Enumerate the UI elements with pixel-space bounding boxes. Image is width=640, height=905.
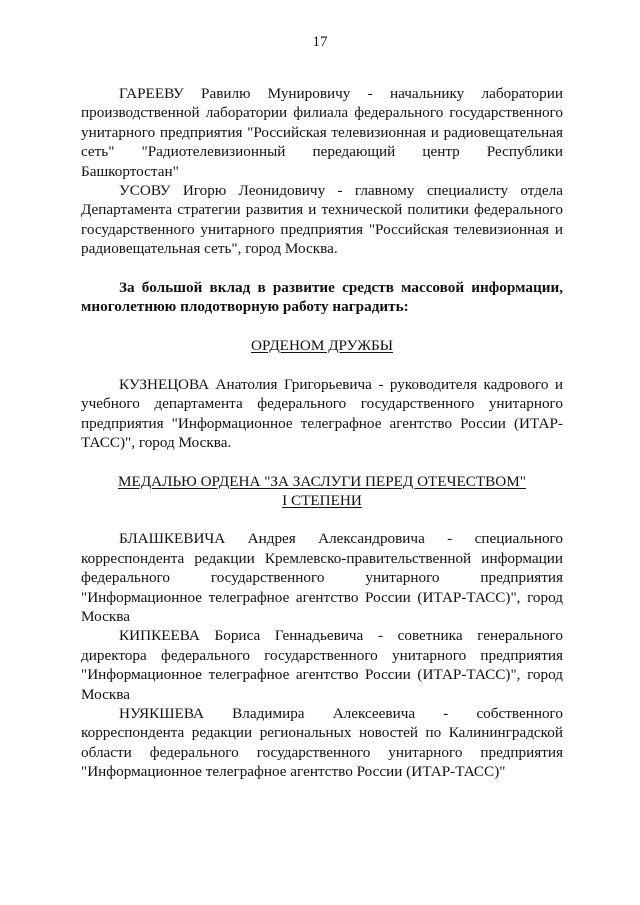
medal-merit-heading-line1: МЕДАЛЬЮ ОРДЕНА "ЗА ЗАСЛУГИ ПЕРЕД ОТЕЧЕСТВОМ" [118,472,526,490]
award-entry-gareev: ГАРЕЕВУ Равилю Мунировичу - начальнику лаборатории производственной лаборатории филиала федерального государственного унитарного предприятия "Российская телевизионная и радиовещательная сеть" "Радиотелевизионный передающий центр Республики Башкортостан" [81,85,563,180]
award-entry-blashkevich: БЛАШКЕВИЧА Андрея Александровича - специального корреспондента редакции Кремлевско-правительственной информации федерального государственного унитарного предприятия "Информационное телеграфное агентство России (ИТАР-ТАСС)", город Москва [81,530,563,625]
page-number: 17 [312,34,328,50]
document-body [81,84,563,782]
medal-merit-heading-line2: I СТЕПЕНИ [282,491,362,509]
award-intro: За большой вклад в развитие средств массовой информации, многолетнюю плодотворную работу наградить: [81,278,563,316]
award-entry-kuznetsov: КУЗНЕЦОВА Анатолия Григорьевича - руководителя кадрового и учебного департамента федерального государственного унитарного предприятия "Информационное телеграфное агентство России (ИТАР-ТАСС)", город Москва. [81,375,563,452]
award-entry-kipkeev: КИПКЕЕВА Бориса Геннадьевича - советника генерального директора федерального государственного унитарного предприятия "Информационное телеграфное агентство России (ИТАР-ТАСС)", город Москва [81,627,563,703]
award-entry-nuyakshev: НУЯКШЕВА Владимира Алексеевича - собственного корреспондента редакции региональных новостей по Калининградской области федерального государственного унитарного предприятия "Информационное телеграфное агентство России (ИТАР-ТАСС)" [81,704,563,781]
award-entry-usov: УСОВУ Игорю Леонидовичу - главному специалисту отдела Департамента стратегии развития и технической политики федерального государственного унитарного предприятия "Российская телевизионная и радиовещательная сеть", город Москва. [81,182,563,258]
order-friendship-heading: ОРДЕНОМ ДРУЖБЫ [251,337,393,355]
